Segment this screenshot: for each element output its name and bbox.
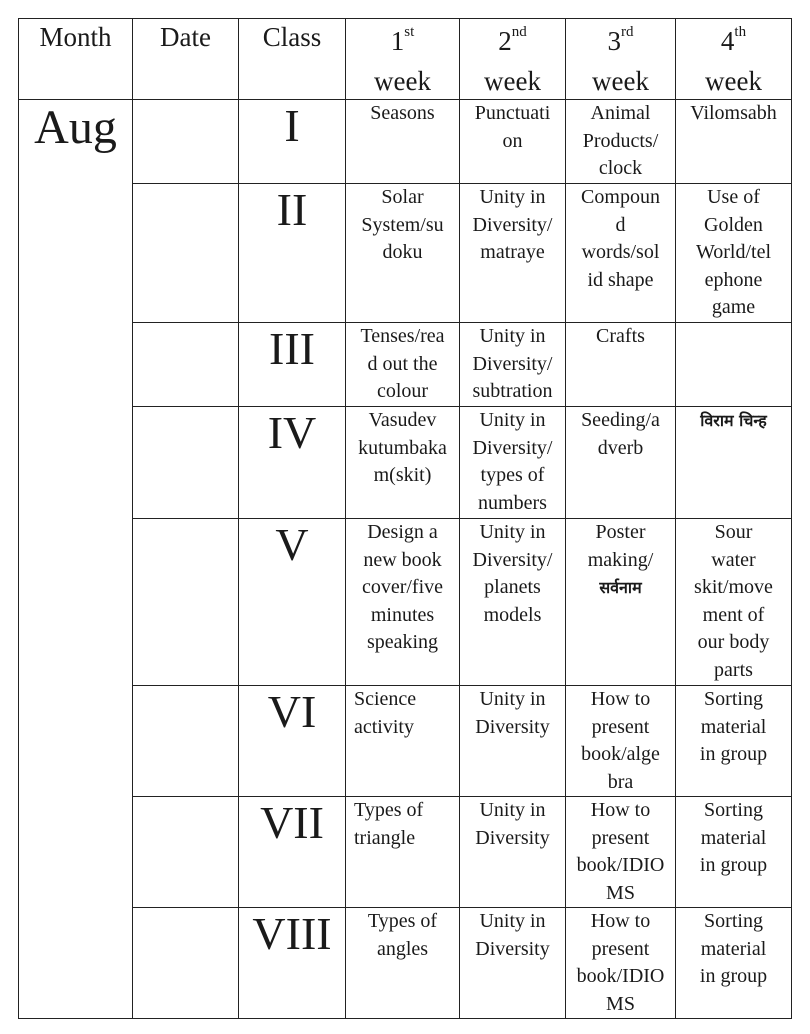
class-cell: IV xyxy=(239,407,346,519)
cell-line: book/IDIO xyxy=(576,965,665,987)
cell-line: Products/ xyxy=(582,129,659,152)
cell-line: System/su xyxy=(361,213,444,236)
header-row xyxy=(19,19,792,100)
cell-line: in group xyxy=(699,965,768,987)
cell-line: Tenses/rea xyxy=(360,325,445,347)
cell-line: speaking xyxy=(366,631,439,653)
week-4-cell xyxy=(676,100,792,184)
week-4-cell xyxy=(676,797,792,908)
cell-line: bra xyxy=(607,770,634,793)
cell-line: Seasons xyxy=(370,102,435,124)
week-4-cell xyxy=(676,184,792,323)
class-cell: III xyxy=(239,323,346,407)
cell-line: minutes xyxy=(370,603,435,626)
cell-line: Sorting xyxy=(704,799,763,821)
cell-line: matraye xyxy=(480,241,545,263)
cell-line: planets xyxy=(484,576,541,598)
cell-line: water xyxy=(711,548,756,571)
week-1-cell xyxy=(346,797,460,908)
cell-line: MS xyxy=(606,992,635,1015)
table-row xyxy=(19,323,792,407)
week-4-cell xyxy=(676,908,792,1019)
date-header: Date xyxy=(133,19,239,100)
cell-line: subtration xyxy=(472,380,553,402)
date-cell xyxy=(133,797,239,908)
date-cell xyxy=(133,323,239,407)
week-1-cell xyxy=(346,100,460,184)
cell-line: Unity in xyxy=(479,186,546,208)
table-row xyxy=(19,797,792,908)
week-1-cell xyxy=(346,323,460,407)
cell-line: Compoun xyxy=(581,186,660,208)
cell-line: material xyxy=(700,826,767,849)
week-2-cell xyxy=(460,184,566,323)
cell-line: game xyxy=(711,296,756,318)
cell-line: m(skit) xyxy=(373,464,432,486)
cell-line: our body xyxy=(697,631,770,653)
month-cell: Aug xyxy=(19,100,133,1019)
cell-line: Diversity xyxy=(475,826,550,849)
cell-line: angles xyxy=(376,937,429,960)
cell-line: triangle xyxy=(354,826,416,849)
week-2-cell xyxy=(460,908,566,1019)
cell-line: Sorting xyxy=(704,910,763,932)
cell-line: Solar xyxy=(381,186,424,208)
week-2-cell xyxy=(460,100,566,184)
cell-line: present xyxy=(591,937,650,960)
month-header: Month xyxy=(19,19,133,100)
cell-line: clock xyxy=(598,157,643,179)
week-4-cell xyxy=(676,407,792,519)
week-4-cell xyxy=(676,686,792,797)
cell-line: making/ xyxy=(587,548,654,571)
cell-line: new book xyxy=(363,548,442,571)
cell-line: activity xyxy=(354,715,414,738)
cell-line: id shape xyxy=(587,268,654,291)
week-3-header: 3rd week xyxy=(566,19,676,100)
week-1-header: 1st week xyxy=(346,19,460,100)
cell-line: MS xyxy=(606,881,635,904)
cell-line: colour xyxy=(376,380,429,402)
cell-line: in group xyxy=(699,854,768,876)
cell-line: doku xyxy=(382,241,423,263)
week-4-cell xyxy=(676,323,792,407)
cell-line: विराम चिन्ह xyxy=(700,411,767,430)
date-cell xyxy=(133,184,239,323)
cell-line: Sour xyxy=(714,521,753,543)
week-3-cell xyxy=(566,100,676,184)
week-1-cell xyxy=(346,407,460,519)
cell-line: material xyxy=(700,715,767,738)
lesson-plan-table xyxy=(18,18,792,1019)
cell-line: Diversity/ xyxy=(472,352,553,375)
week-4-header: 4th week xyxy=(676,19,792,100)
cell-line: Science xyxy=(354,688,417,710)
week-2-cell xyxy=(460,407,566,519)
week-2-cell xyxy=(460,797,566,908)
cell-line: d out the xyxy=(367,352,438,375)
cell-line: numbers xyxy=(478,491,547,514)
week-3-cell xyxy=(566,407,676,519)
cell-line: kutumbaka xyxy=(358,436,447,459)
date-cell xyxy=(133,686,239,797)
cell-line: Unity in xyxy=(479,910,546,932)
cell-line: Diversity/ xyxy=(472,436,553,459)
cell-line: Unity in xyxy=(479,688,546,710)
cell-line: skit/move xyxy=(694,576,773,598)
cell-line: Diversity/ xyxy=(472,213,553,236)
cell-line: Types of xyxy=(367,910,438,932)
week-2-cell xyxy=(460,323,566,407)
cell-line: Crafts xyxy=(596,325,645,347)
cell-line: Unity in xyxy=(479,521,546,543)
table-row xyxy=(19,184,792,323)
class-header: Class xyxy=(239,19,346,100)
cell-line: words/sol xyxy=(581,241,660,263)
cell-line: World/tel xyxy=(695,241,772,263)
week-2-header: 2nd week xyxy=(460,19,566,100)
date-cell xyxy=(133,908,239,1019)
cell-line: Diversity/ xyxy=(472,548,553,571)
cell-line: in group xyxy=(699,743,768,765)
table-row xyxy=(19,519,792,686)
class-cell: I xyxy=(239,100,346,184)
cell-line: on xyxy=(502,129,523,152)
cell-line: Vilomsabh xyxy=(690,102,777,124)
cell-line: Unity in xyxy=(479,409,546,431)
cell-line: ephone xyxy=(704,268,763,291)
week-1-cell xyxy=(346,908,460,1019)
week-3-cell xyxy=(566,797,676,908)
week-1-cell xyxy=(346,519,460,686)
cell-line: Punctuati xyxy=(474,102,551,124)
date-cell xyxy=(133,100,239,184)
cell-line: How to xyxy=(590,799,651,821)
cell-line: present xyxy=(591,826,650,849)
cell-line: Unity in xyxy=(479,325,546,347)
cell-line: dverb xyxy=(597,436,644,459)
cell-line: Poster xyxy=(595,521,646,543)
cell-line: Types of xyxy=(354,799,424,821)
class-cell: V xyxy=(239,519,346,686)
cell-line: सर्वनाम xyxy=(599,578,642,597)
cell-line: book/alge xyxy=(581,743,660,765)
cell-line: Diversity xyxy=(475,715,550,738)
week-1-cell xyxy=(346,184,460,323)
cell-line: d xyxy=(615,213,626,236)
cell-line: types of xyxy=(480,464,545,486)
week-3-cell xyxy=(566,686,676,797)
cell-line: book/IDIO xyxy=(576,854,665,876)
class-cell: II xyxy=(239,184,346,323)
week-3-cell xyxy=(566,184,676,323)
class-cell: VII xyxy=(239,797,346,908)
date-cell xyxy=(133,407,239,519)
cell-line: Golden xyxy=(704,213,763,236)
cell-line: Seeding/a xyxy=(581,409,660,431)
date-cell xyxy=(133,519,239,686)
table-row xyxy=(19,407,792,519)
table-row xyxy=(19,100,792,184)
week-3-cell xyxy=(566,519,676,686)
week-3-cell xyxy=(566,908,676,1019)
cell-line: present xyxy=(591,715,650,738)
cell-line: parts xyxy=(714,658,753,681)
class-cell: VIII xyxy=(239,908,346,1019)
cell-line: material xyxy=(700,937,767,960)
week-1-cell xyxy=(346,686,460,797)
class-cell: VI xyxy=(239,686,346,797)
week-2-cell xyxy=(460,519,566,686)
cell-line: How to xyxy=(590,688,651,710)
cell-line: How to xyxy=(590,910,651,932)
week-3-cell xyxy=(566,323,676,407)
week-4-cell xyxy=(676,519,792,686)
cell-line: Animal xyxy=(590,102,651,124)
cell-line: Vasudev xyxy=(368,409,437,431)
cell-line: ment of xyxy=(702,603,765,626)
cell-line: Design a xyxy=(367,521,438,543)
cell-line: Sorting xyxy=(704,688,763,710)
cell-line: Use of xyxy=(707,186,760,208)
cell-line: Unity in xyxy=(479,799,546,821)
week-2-cell xyxy=(460,686,566,797)
cell-line: cover/five xyxy=(361,576,444,598)
table-row xyxy=(19,908,792,1019)
cell-line: models xyxy=(483,603,542,626)
cell-line: Diversity xyxy=(475,937,550,960)
table-row xyxy=(19,686,792,797)
